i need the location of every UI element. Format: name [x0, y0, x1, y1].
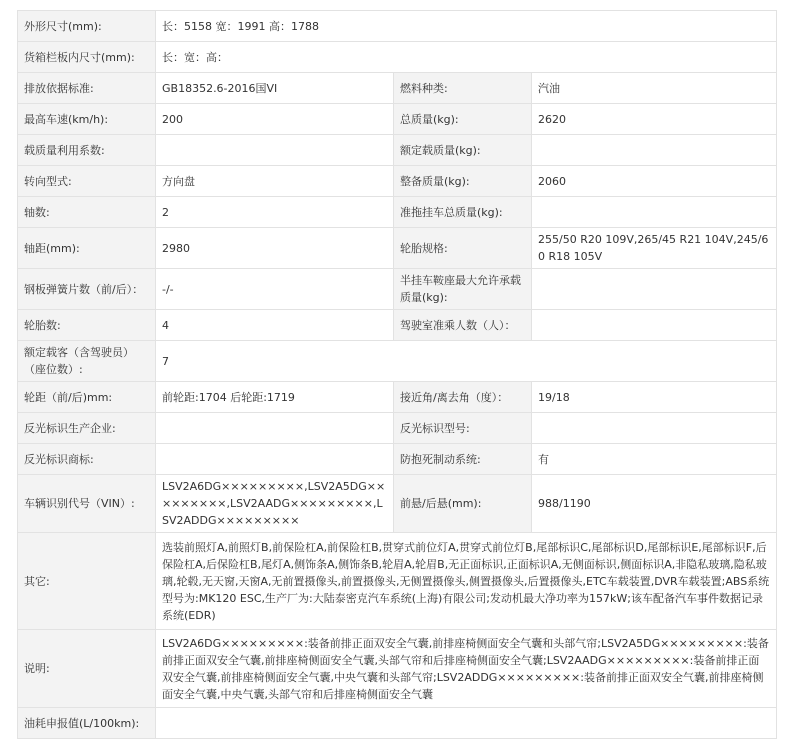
label-rated-load: 额定载质量(kg):	[394, 135, 532, 166]
label-reflector-manufacturer: 反光标识生产企业:	[18, 413, 156, 444]
value-leaf-spring: -/-	[156, 269, 394, 310]
table-row	[18, 382, 777, 413]
label-tire-spec: 轮胎规格:	[394, 228, 532, 269]
value-track-width: 前轮距:1704 后轮距:1719	[156, 382, 394, 413]
label-notes: 说明:	[18, 630, 156, 708]
label-reflector-model: 反光标识型号:	[394, 413, 532, 444]
label-max-speed: 最高车速(km/h):	[18, 104, 156, 135]
table-row	[18, 228, 777, 269]
value-steering-type: 方向盘	[156, 166, 394, 197]
table-row	[18, 73, 777, 104]
label-tire-count: 轮胎数:	[18, 310, 156, 341]
value-overhang: 988/1190	[532, 475, 777, 533]
table-row	[18, 708, 777, 739]
value-saddle-load	[532, 269, 777, 310]
table-row	[18, 135, 777, 166]
value-curb-mass: 2060	[532, 166, 777, 197]
label-approach-departure-angle: 接近角/离去角（度）：	[394, 382, 532, 413]
value-fuel-consumption	[156, 708, 777, 739]
label-leaf-spring: 钢板弹簧片数（前/后）：	[18, 269, 156, 310]
label-dimensions: 外形尺寸(mm):	[18, 11, 156, 42]
table-row	[18, 310, 777, 341]
vehicle-spec-table	[17, 10, 777, 739]
value-notes: LSV2A6DG×××××××××:装备前排正面双安全气囊,前排座椅侧面安全气囊和头部气帘;LSV2A5DG×××××××××:装备前排正面双安全气囊,前排座椅侧面安全气囊,头部气帘和后排座椅侧面安全气囊;LSV2AADG×××××××××:装备前排正面双安全气囊,前排座椅侧面安全气囊,中央气囊和头部气帘;LSV2ADDG×××××××××:装备前排正面双安全气囊,前排座椅侧面安全气囊,中央气囊,头部气帘和后排座椅侧面安全气囊	[156, 630, 777, 708]
value-trailer-mass	[532, 197, 777, 228]
table-row	[18, 444, 777, 475]
value-abs: 有	[532, 444, 777, 475]
label-wheelbase: 轴距(mm):	[18, 228, 156, 269]
label-trailer-mass: 准拖挂车总质量(kg):	[394, 197, 532, 228]
table-row	[18, 104, 777, 135]
value-other: 选装前照灯A,前照灯B,前保险杠A,前保险杠B,贯穿式前位灯A,贯穿式前位灯B,尾部标识C,尾部标识D,尾部标识E,尾部标识F,后保险杠A,后保险杠B,尾灯A,侧饰条A,侧饰条B,轮眉A,轮眉B,无正面标识,正面标识A,无侧面标识,侧面标识A,非隐私玻璃,隐私玻璃,轮毂,无天窗,天窗A,无前置摄像头,前置摄像头,无侧置摄像头,侧置摄像头,后置摄像头,ETC车载装置,DVR车载装置;ABS系统型号为:MK120 ESC,生产厂为:大陆泰密克汽车系统(上海)有限公司;发动机最大净功率为157kW;该车配备汽车事件数据记录系统(EDR)	[156, 533, 777, 630]
label-overhang: 前悬/后悬(mm):	[394, 475, 532, 533]
value-gross-mass: 2620	[532, 104, 777, 135]
label-fuel-type: 燃料种类:	[394, 73, 532, 104]
value-cargo-box-dimensions: 长：宽：高：	[156, 42, 777, 73]
value-tire-count: 4	[156, 310, 394, 341]
value-load-utilization	[156, 135, 394, 166]
value-reflector-model	[532, 413, 777, 444]
value-approach-departure-angle: 19/18	[532, 382, 777, 413]
value-fuel-type: 汽油	[532, 73, 777, 104]
value-emission-standard: GB18352.6-2016国VI	[156, 73, 394, 104]
value-max-speed: 200	[156, 104, 394, 135]
table-row	[18, 269, 777, 310]
table-row	[18, 533, 777, 630]
label-saddle-load: 半挂车鞍座最大允许承载质量(kg):	[394, 269, 532, 310]
label-abs: 防抱死制动系统:	[394, 444, 532, 475]
label-track-width: 轮距（前/后)mm:	[18, 382, 156, 413]
label-vin: 车辆识别代号（VIN）:	[18, 475, 156, 533]
label-other: 其它:	[18, 533, 156, 630]
label-fuel-consumption: 油耗申报值(L/100km):	[18, 708, 156, 739]
label-axle-count: 轴数:	[18, 197, 156, 228]
table-row	[18, 630, 777, 708]
value-reflector-brand	[156, 444, 394, 475]
table-row	[18, 166, 777, 197]
label-cab-capacity: 驾驶室准乘人数（人）：	[394, 310, 532, 341]
value-rated-load	[532, 135, 777, 166]
table-row	[18, 197, 777, 228]
value-dimensions: 长：5158 宽：1991 高：1788	[156, 11, 777, 42]
label-emission-standard: 排放依据标准:	[18, 73, 156, 104]
value-tire-spec: 255/50 R20 109V,265/45 R21 104V,245/60 R18 105V	[532, 228, 777, 269]
table-row	[18, 42, 777, 73]
table-row	[18, 475, 777, 533]
table-row	[18, 11, 777, 42]
value-axle-count: 2	[156, 197, 394, 228]
label-cargo-box-dimensions: 货箱栏板内尺寸(mm):	[18, 42, 156, 73]
label-seating-capacity: 额定载客（含驾驶员）（座位数）:	[18, 341, 156, 382]
table-row	[18, 413, 777, 444]
value-seating-capacity: 7	[156, 341, 777, 382]
label-load-utilization: 载质量利用系数:	[18, 135, 156, 166]
label-steering-type: 转向型式:	[18, 166, 156, 197]
label-gross-mass: 总质量(kg):	[394, 104, 532, 135]
value-vin: LSV2A6DG×××××××××,LSV2A5DG×××××××××,LSV2AADG×××××××××,LSV2ADDG×××××××××	[156, 475, 394, 533]
value-wheelbase: 2980	[156, 228, 394, 269]
value-reflector-manufacturer	[156, 413, 394, 444]
table-row	[18, 341, 777, 382]
label-reflector-brand: 反光标识商标:	[18, 444, 156, 475]
value-cab-capacity	[532, 310, 777, 341]
label-curb-mass: 整备质量(kg):	[394, 166, 532, 197]
